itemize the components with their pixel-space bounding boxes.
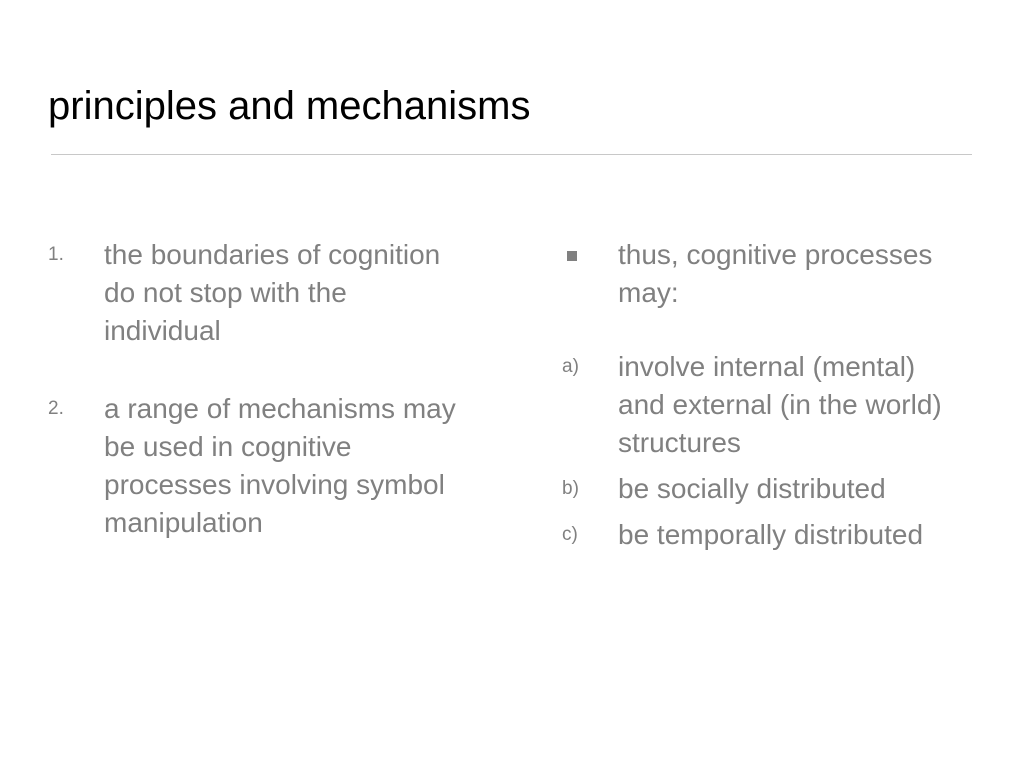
list-item-text: a range of mechanisms may be used in cognitive processes involving symbol manipulation [104,393,456,538]
title-divider [51,154,972,155]
list-item [48,236,468,350]
list-letter: c) [562,524,578,545]
list-item [562,348,962,462]
list-item [48,390,468,542]
intro-text: thus, cognitive processes may: [618,239,933,308]
list-item-text: be socially distributed [618,473,886,504]
square-bullet-icon [567,251,577,261]
list-item-text: involve internal (mental) and external (in the world) structures [618,351,942,458]
list-number: 2. [48,398,64,419]
list-item-text: be temporally distributed [618,519,924,550]
list-item [562,470,962,508]
cognitive-processes-list [562,236,962,554]
list-letter: b) [562,478,579,499]
list-number: 1. [48,244,64,265]
intro-bullet-item [562,236,962,312]
slide-title: principles and mechanisms [48,84,531,128]
list-item [562,516,962,554]
list-letter: a) [562,356,579,377]
list-item-text: the boundaries of cognition do not stop with the individual [104,239,441,346]
numbered-principles-list [48,236,468,542]
